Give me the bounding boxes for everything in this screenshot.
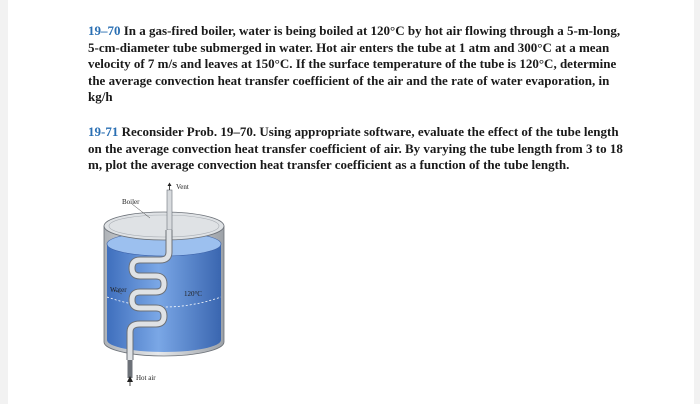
- document-page: [8, 0, 694, 404]
- problem-text: Reconsider Prob. 19–70. Using appropriate software, evaluate the effect of the tube length on the average convection heat transfer coefficient of air. By varying the tube length from 3 to 18 m, plot the average convection heat transfer coefficient as a function of the tube length.: [88, 124, 623, 173]
- vent-label: Vent: [176, 183, 189, 191]
- problem-19-71: [88, 124, 628, 174]
- hot-air-label: Hot air: [136, 374, 156, 382]
- vent-pipe: [167, 190, 172, 230]
- water-label: Water: [110, 286, 127, 294]
- problem-number: 19–70: [88, 23, 121, 38]
- boiler-label: Boiler: [122, 198, 140, 206]
- problem-19-70: [88, 23, 628, 106]
- tank-top: [104, 212, 224, 240]
- temperature-label: 120°C: [184, 290, 202, 298]
- problem-number: 19-71: [88, 124, 119, 139]
- vent-arrow-icon: [168, 183, 172, 187]
- problem-text: In a gas-fired boiler, water is being boiled at 120°C by hot air flowing through a 5-m-long, 5-cm-diameter tube submerged in water. Hot air enters the tube at 1 atm and 300°C at a mean velocity of 7 m/s and leaves at 150°C. If the surface temperature of the tube is 120°C, determine the average convection heat transfer coefficient of the air and the rate of water evaporation, in kg/h: [88, 23, 621, 105]
- boiler-illustration: [88, 182, 228, 392]
- boiler-figure: [88, 182, 228, 392]
